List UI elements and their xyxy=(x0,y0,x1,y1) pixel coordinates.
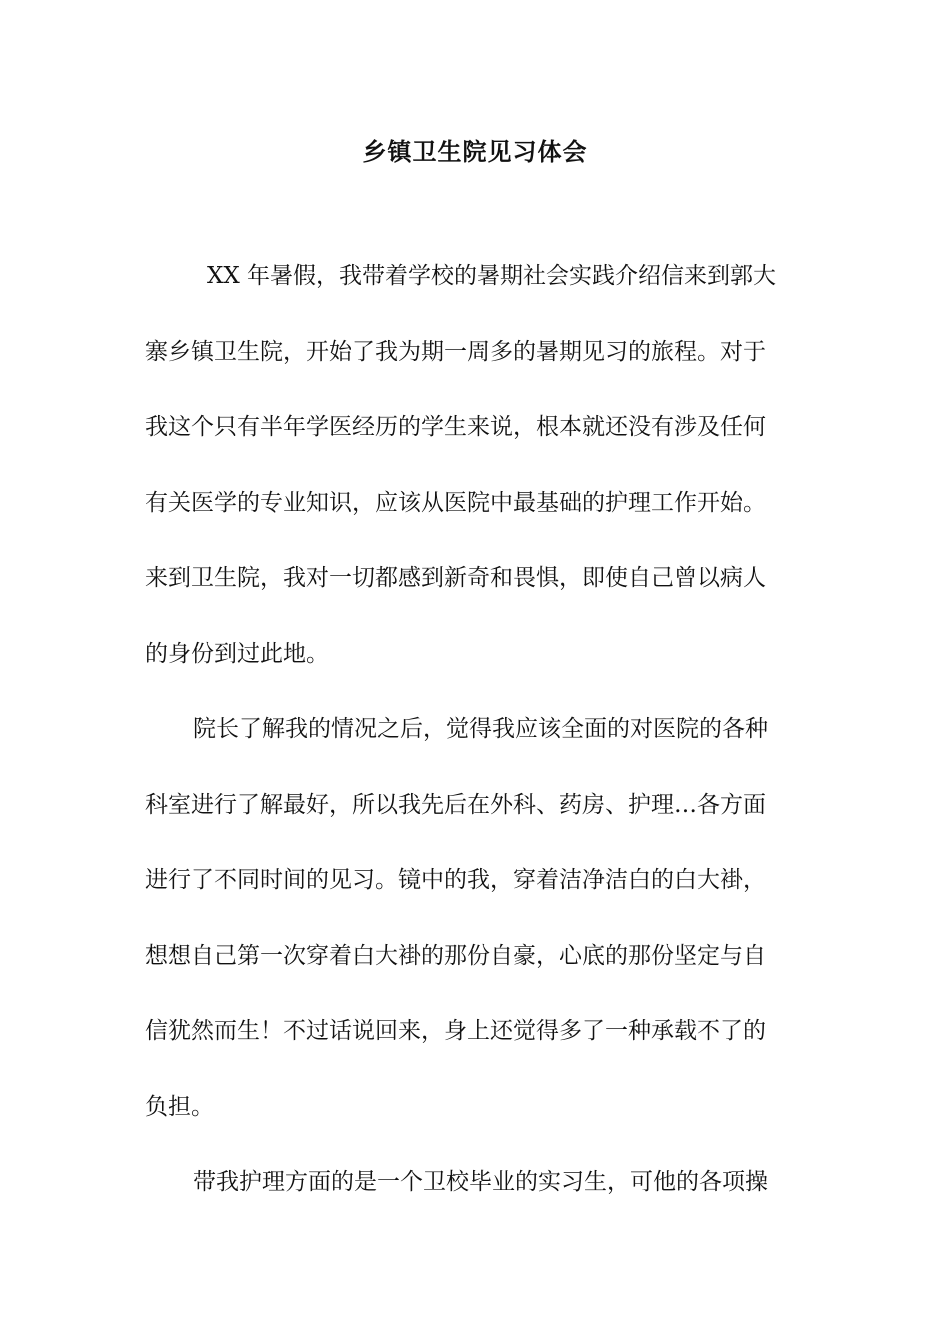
paragraph-1 xyxy=(145,252,809,705)
paragraph-3 xyxy=(145,1158,809,1234)
text-line: 院长了解我的情况之后，觉得我应该全面的对医院的各种 xyxy=(193,716,768,742)
text-line: 进行了不同时间的见习。镜中的我，穿着洁净洁白的白大褂， xyxy=(145,867,766,893)
text-line: 我这个只有半年学医经历的学生来说，根本就还没有涉及任何 xyxy=(145,414,766,440)
text-line: XX 年暑假，我带着学校的暑期社会实践介绍信来到郭大 xyxy=(207,263,777,289)
document-title: 乡镇卫生院见习体会 xyxy=(362,137,588,166)
document-body xyxy=(145,252,809,1234)
text-line: 信犹然而生！不过话说回来，身上还觉得多了一种承载不了的 xyxy=(145,1018,766,1044)
text-line: 的身份到过此地。 xyxy=(145,640,329,667)
text-line: 寨乡镇卫生院，开始了我为期一周多的暑期见习的旅程。对于 xyxy=(145,338,766,365)
text-line: 来到卫生院，我对一切都感到新奇和畏惧，即使自己曾以病人 xyxy=(145,565,766,591)
text-line: 科室进行了解最好，所以我先后在外科、药房、护理…各方面 xyxy=(145,791,766,818)
text-line: 想想自己第一次穿着白大褂的那份自豪，心底的那份坚定与自 xyxy=(145,942,766,969)
text-line: 负担。 xyxy=(145,1093,214,1120)
text-line: 有关医学的专业知识，应该从医院中最基础的护理工作开始。 xyxy=(145,489,766,516)
text-line: 带我护理方面的是一个卫校毕业的实习生，可他的各项操 xyxy=(193,1169,768,1195)
paragraph-2 xyxy=(145,705,809,1158)
